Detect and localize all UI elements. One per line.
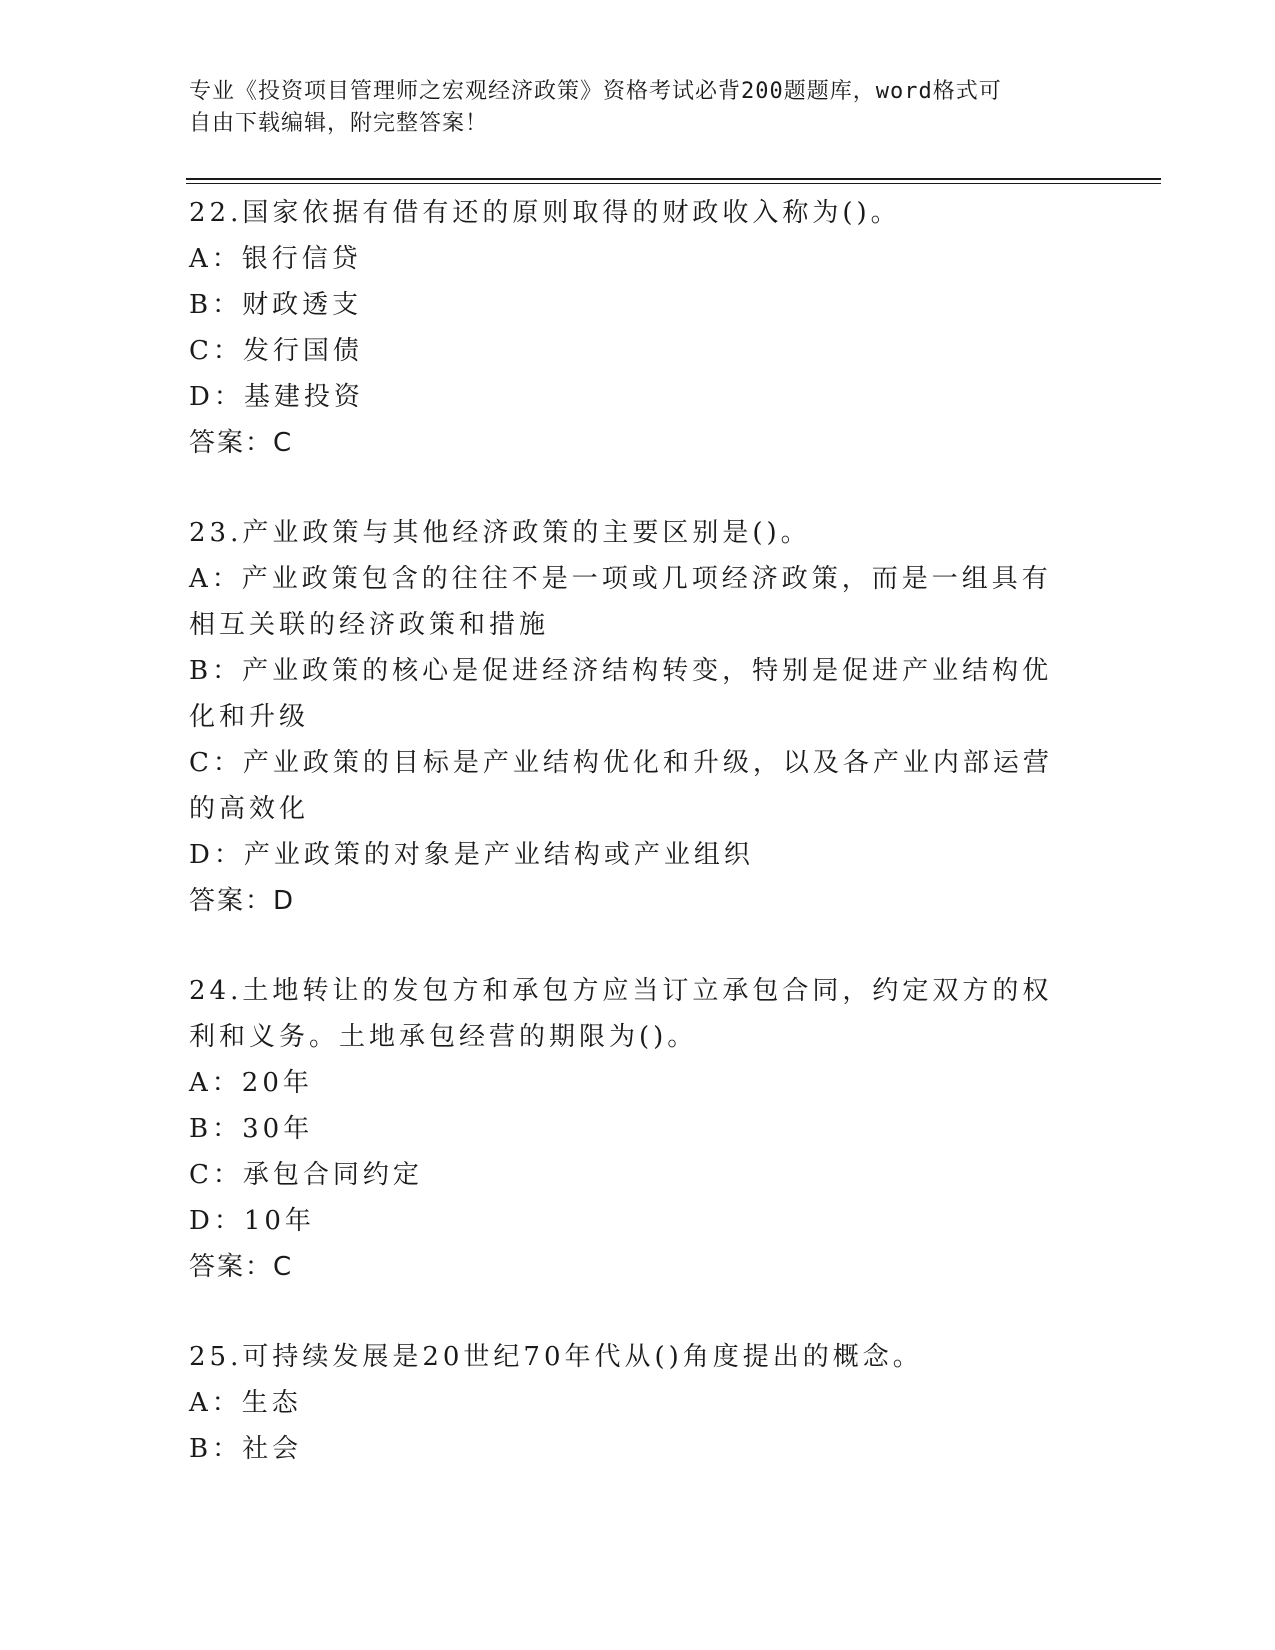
question-23 (189, 510, 1079, 924)
option-b: B：30年 (189, 1114, 314, 1144)
option-b: B：财政透支 (189, 290, 363, 320)
header-line-1: 专业《投资项目管理师之宏观经济政策》资格考试必背200题题库，word格式可 (189, 79, 1002, 104)
option-a: A：产业政策包含的往往不是一项或几项经济政策，而是一组具有相互关联的经济政策和措施 (189, 564, 1052, 640)
option-b: B：产业政策的核心是促进经济结构转变，特别是促进产业结构优化和升级 (189, 656, 1053, 732)
question-stem: 22.国家依据有借有还的原则取得的财政收入称为()。 (189, 198, 901, 228)
header-line-2: 自由下载编辑，附完整答案！ (189, 111, 489, 136)
option-a: A：银行信贷 (189, 244, 362, 274)
question-list (189, 190, 1079, 1516)
option-b: B：社会 (189, 1434, 303, 1464)
answer-label: 答案：C (189, 1252, 294, 1282)
answer-label: 答案：C (189, 428, 294, 458)
question-25 (189, 1334, 1079, 1472)
option-a: A：生态 (189, 1388, 302, 1418)
option-a: A：20年 (189, 1068, 313, 1098)
question-stem: 23.产业政策与其他经济政策的主要区别是()。 (189, 518, 811, 548)
option-d: D：10年 (189, 1206, 315, 1236)
answer-label: 答案：D (189, 886, 296, 916)
question-stem: 24.土地转让的发包方和承包方应当订立承包合同，约定双方的权利和义务。土地承包经营的期限为()。 (189, 976, 1053, 1052)
header-rule-thick (186, 178, 1161, 180)
option-c: C：发行国债 (189, 336, 363, 366)
document-header (189, 76, 1069, 140)
option-c: C：产业政策的目标是产业结构优化和升级，以及各产业内部运营的高效化 (189, 748, 1053, 824)
option-d: D：产业政策的对象是产业结构或产业组织 (189, 840, 754, 870)
question-22 (189, 190, 1079, 466)
option-d: D：基建投资 (189, 382, 364, 412)
question-stem: 25.可持续发展是20世纪70年代从()角度提出的概念。 (189, 1342, 923, 1372)
option-c: C：承包合同约定 (189, 1160, 423, 1190)
question-24 (189, 968, 1079, 1290)
header-rule-thin (186, 183, 1161, 184)
